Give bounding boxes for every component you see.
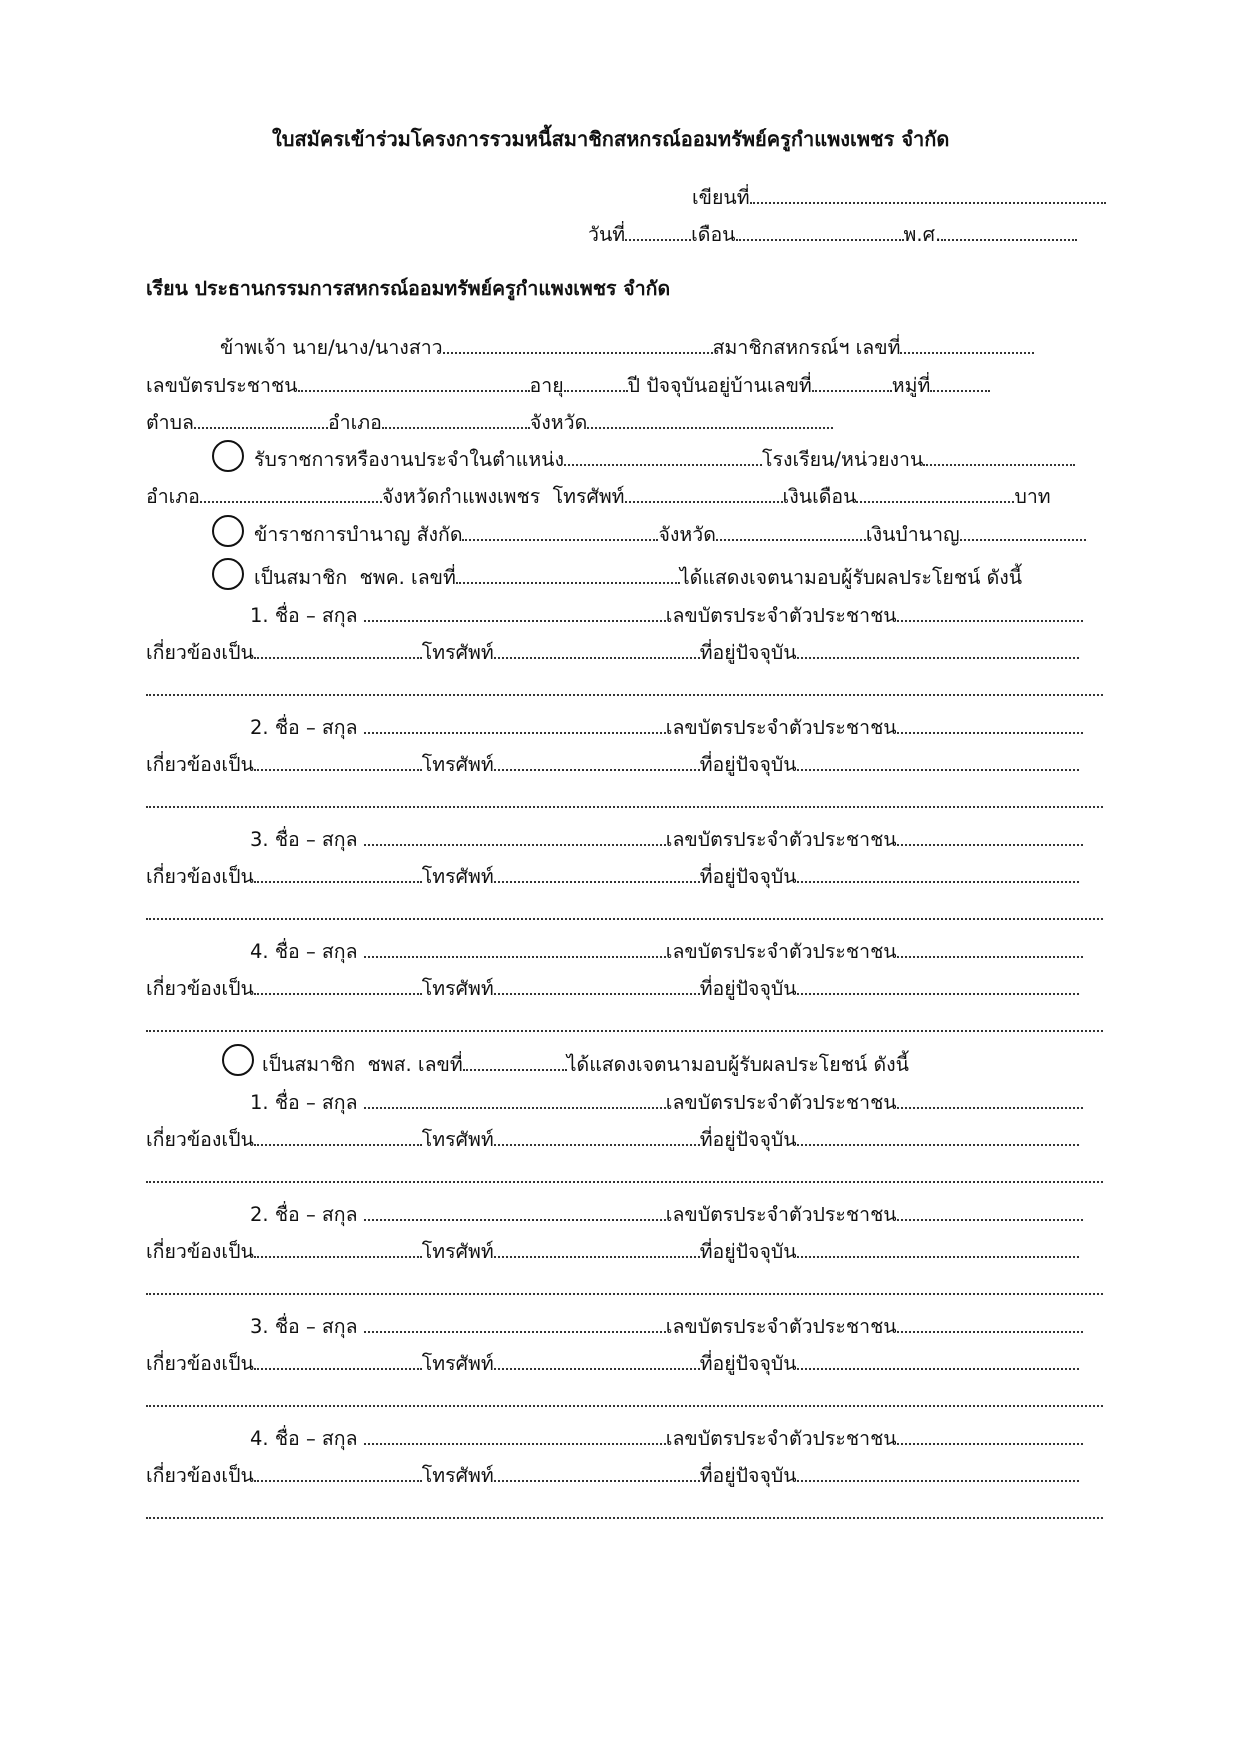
written-at-label: เขียนที่ [692,186,750,209]
option-chps-row [262,1049,909,1078]
pension-province-label: จังหวัด [658,523,716,546]
phone-label: โทรศัพท์ [421,865,494,888]
member-no-field[interactable] [900,332,1034,354]
relation-label: เกี่ยวข้องเป็น [146,1128,254,1151]
address-label: ที่อยู่ปัจจุบัน [699,865,797,888]
beneficiary-number: 3. [250,1315,269,1338]
name-label: ชื่อ – สกุล [274,828,358,851]
moo-field[interactable] [930,370,990,392]
name-label: ชื่อ – สกุล [274,1091,358,1114]
page-title: ใบสมัครเข้าร่วมโครงการรวมหนี้สมาชิกสหกรณ์ออมทรัพย์ครูกำแพงเพชร จำกัด [272,127,950,151]
id-label: เลขบัตรประจำตัวประชาชน [665,1203,897,1226]
relation-label: เกี่ยวข้องเป็น [146,1240,254,1263]
pension-amount-field[interactable] [960,519,1086,541]
option-gov-label: รับราชการหรืองานประจำในตำแหน่ง [254,448,565,471]
option-pension-radio[interactable] [212,515,244,547]
phone-label: โทรศัพท์ [421,977,494,1000]
chpk-no-field[interactable] [456,562,680,584]
id-card-label: เลขบัตรประชาชน [146,374,298,397]
phone-field[interactable] [494,1124,700,1146]
amphoe-field[interactable] [382,407,530,429]
relation-field[interactable] [254,1348,422,1370]
phone-field[interactable] [494,973,700,995]
beneficiary-number: 2. [250,1203,269,1226]
address-continuation-field[interactable] [146,1497,1103,1519]
address-field[interactable] [797,973,1079,995]
phone-label: โทรศัพท์ [421,641,494,664]
gov-amphoe-field[interactable] [200,481,382,503]
amphoe-label: อำเภอ [327,411,382,434]
date-field[interactable] [625,219,691,241]
phone-field[interactable] [494,749,700,771]
name-field[interactable] [364,1199,666,1221]
applicant-row-1 [220,332,1034,361]
relation-field[interactable] [254,749,422,771]
phone-label: โทรศัพท์ [421,1464,494,1487]
address-field[interactable] [797,1460,1079,1482]
phone-label: โทรศัพท์ [421,1240,494,1263]
phone-field[interactable] [494,1348,700,1370]
month-label: เดือน [691,223,736,246]
id-label: เลขบัตรประจำตัวประชาชน [665,940,897,963]
option-pension-row [254,519,1086,548]
name-label: ชื่อ – สกุล [274,1315,358,1338]
address-label: ที่อยู่ปัจจุบัน [699,1128,797,1151]
option-chpk-row [254,562,1022,591]
name-field[interactable] [364,824,666,846]
baht-label: บาท [1014,485,1051,508]
address-label: ที่อยู่ปัจจุบัน [699,1352,797,1375]
phone-label: โทรศัพท์ [421,1128,494,1151]
address-continuation-field[interactable] [146,786,1103,808]
address-continuation-field[interactable] [146,674,1103,696]
phone-label: โทรศัพท์ [421,1352,494,1375]
id-card-field[interactable] [298,370,530,392]
moo-label: หมู่ที่ [891,374,931,397]
gov-province-phone-label: จังหวัดกำแพงเพชร โทรศัพท์ [381,485,625,508]
name-field[interactable] [364,600,666,622]
id-field[interactable] [897,1199,1083,1221]
id-label: เลขบัตรประจำตัวประชาชน [665,828,897,851]
name-label: ชื่อ – สกุล [274,604,358,627]
option-gov-row-2 [146,481,1051,510]
written-at-row [692,182,1106,211]
id-label: เลขบัตรประจำตัวประชาชน [665,1427,897,1450]
name-field[interactable] [364,936,666,958]
id-label: เลขบัตรประจำตัวประชาชน [665,604,897,627]
name-label: ชื่อ – สกุล [274,1203,358,1226]
salary-field[interactable] [856,481,1014,503]
beneficiary-number: 4. [250,1427,269,1450]
chps-intent: ได้แสดงเจตนามอบผู้รับผลประโยชน์ ดังนี้ [566,1053,909,1076]
relation-field[interactable] [254,1124,422,1146]
phone-field[interactable] [494,861,700,883]
beneficiary-number: 1. [250,604,269,627]
address-continuation-field[interactable] [146,898,1103,920]
address-label: ที่อยู่ปัจจุบัน [699,1240,797,1263]
address-field[interactable] [797,637,1079,659]
gov-phone-field[interactable] [625,481,783,503]
year-label: พ.ศ. [903,223,942,246]
relation-field[interactable] [254,1460,422,1482]
chpk-intent: ได้แสดงเจตนามอบผู้รับผลประโยชน์ ดังนี้ [679,566,1023,589]
name-label: ชื่อ – สกุล [274,940,358,963]
id-field[interactable] [897,824,1083,846]
name-label: ชื่อ – สกุล [274,716,358,739]
relation-field[interactable] [254,861,422,883]
address-label: ที่อยู่ปัจจุบัน [699,641,797,664]
address-continuation-field[interactable] [146,1385,1103,1407]
tambon-field[interactable] [194,407,328,429]
id-field[interactable] [897,1311,1083,1333]
province-label: จังหวัด [529,411,588,434]
tambon-label: ตำบล [146,411,194,434]
school-label: โรงเรียน/หน่วยงาน [762,448,924,471]
age-label: อายุ [529,374,564,397]
id-field[interactable] [897,712,1083,734]
salary-label: เงินเดือน [782,485,857,508]
i-am-label: ข้าพเจ้า นาย/นาง/นางสาว [220,336,443,359]
name-field[interactable] [364,1311,666,1333]
phone-label: โทรศัพท์ [421,753,494,776]
option-chps-radio[interactable] [222,1044,254,1076]
age-field[interactable] [564,370,628,392]
applicant-row-3 [146,407,833,436]
id-field[interactable] [897,600,1083,622]
option-gov-radio[interactable] [212,440,244,472]
relation-label: เกี่ยวข้องเป็น [146,977,254,1000]
relation-label: เกี่ยวข้องเป็น [146,865,254,888]
month-field[interactable] [736,219,904,241]
position-field[interactable] [564,444,762,466]
date-row [588,219,1077,248]
name-field[interactable] [364,712,666,734]
option-chpk-radio[interactable] [212,558,244,590]
house-no-field[interactable] [812,370,892,392]
relation-label: เกี่ยวข้องเป็น [146,753,254,776]
name-label: ชื่อ – สกุล [274,1427,358,1450]
id-label: เลขบัตรประจำตัวประชาชน [665,1315,897,1338]
chpk-label: เป็นสมาชิก ชพค. เลขที่ [254,566,456,589]
address-field[interactable] [797,749,1079,771]
pension-agency-field[interactable] [462,519,658,541]
address-continuation-field[interactable] [146,1161,1103,1183]
relation-field[interactable] [254,637,422,659]
id-label: เลขบัตรประจำตัวประชาชน [665,1091,897,1114]
pension-amount-label: เงินบำนาญ [865,523,960,546]
beneficiary-number: 2. [250,716,269,739]
salutation: เรียน ประธานกรรมการสหกรณ์ออมทรัพย์ครูกำแพงเพชร จำกัด [146,277,671,300]
date-label: วันที่ [588,223,626,246]
applicant-name-field[interactable] [443,332,713,354]
relation-label: เกี่ยวข้องเป็น [146,641,254,664]
name-field[interactable] [364,1423,666,1445]
id-field[interactable] [897,936,1083,958]
province-field[interactable] [587,407,833,429]
applicant-row-2 [146,370,990,399]
address-continuation-field[interactable] [146,1010,1103,1032]
pension-province-field[interactable] [716,519,866,541]
address-label: ที่อยู่ปัจจุบัน [699,1464,797,1487]
year-field[interactable] [941,219,1077,241]
relation-label: เกี่ยวข้องเป็น [146,1464,254,1487]
relation-field[interactable] [254,973,422,995]
phone-field[interactable] [494,1460,700,1482]
pension-label: ข้าราชการบำนาญ สังกัด [254,523,463,546]
id-label: เลขบัตรประจำตัวประชาชน [665,716,897,739]
beneficiary-number: 1. [250,1091,269,1114]
id-field[interactable] [897,1423,1083,1445]
relation-label: เกี่ยวข้องเป็น [146,1352,254,1375]
relation-field[interactable] [254,1236,422,1258]
address-field[interactable] [797,1348,1079,1370]
gov-amphoe-label: อำเภอ [146,485,200,508]
school-field[interactable] [923,444,1075,466]
address-label: ที่อยู่ปัจจุบัน [699,977,797,1000]
chps-label: เป็นสมาชิก ชพส. เลขที่ [262,1053,463,1076]
written-at-field[interactable] [750,182,1106,204]
address-label: ปี ปัจจุบันอยู่บ้านเลขที่ [627,374,812,397]
chps-no-field[interactable] [463,1049,567,1071]
option-gov-row-1 [254,444,1075,473]
member-no-label: สมาชิกสหกรณ์ฯ เลขที่ [712,336,901,359]
address-field[interactable] [797,1124,1079,1146]
id-field[interactable] [897,1087,1083,1109]
address-continuation-field[interactable] [146,1273,1103,1295]
phone-field[interactable] [494,1236,700,1258]
name-field[interactable] [364,1087,666,1109]
phone-field[interactable] [494,637,700,659]
address-field[interactable] [797,861,1079,883]
beneficiary-number: 3. [250,828,269,851]
address-field[interactable] [797,1236,1079,1258]
beneficiary-number: 4. [250,940,269,963]
address-label: ที่อยู่ปัจจุบัน [699,753,797,776]
